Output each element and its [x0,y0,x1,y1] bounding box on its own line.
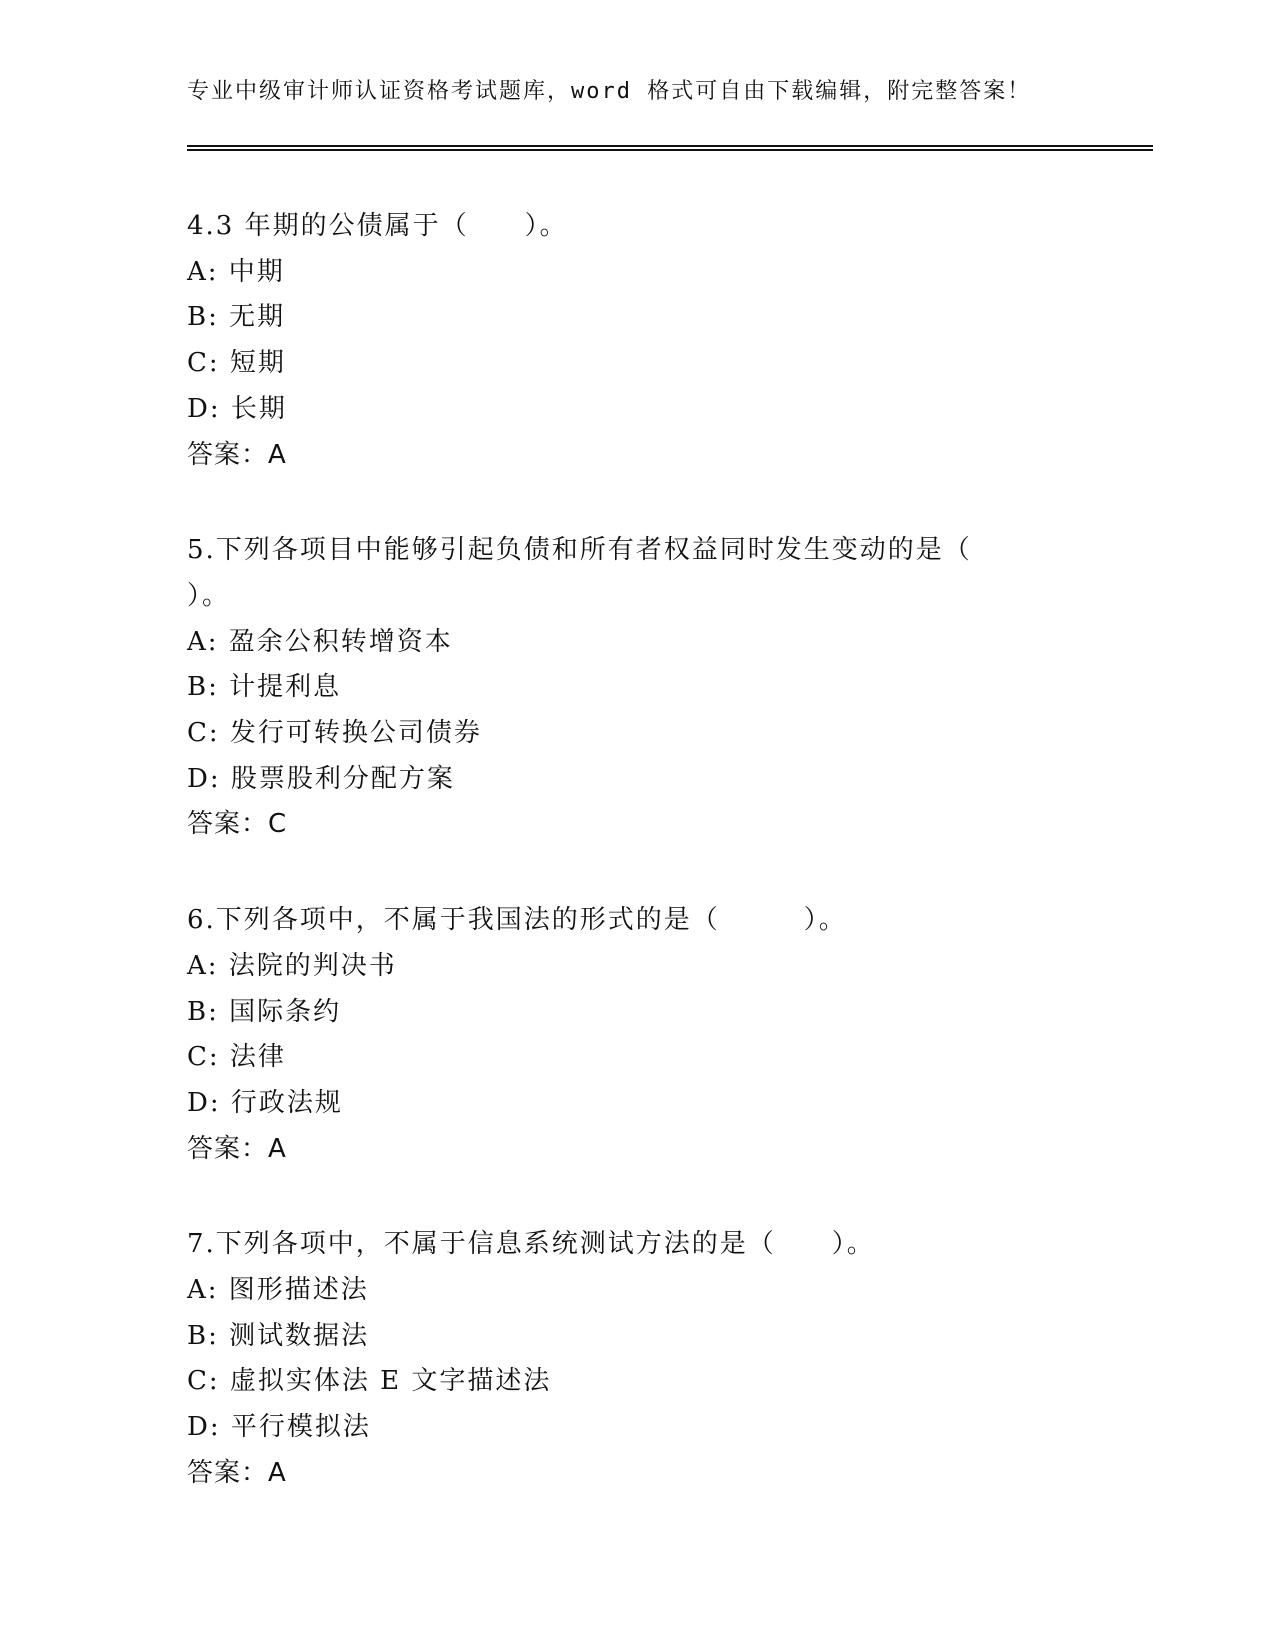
option-c: C: 虚拟实体法 E 文字描述法 [187,1366,552,1397]
question-5 [187,528,1017,848]
question-stem: 4.3 年期的公债属于（ ）。 [187,211,568,241]
answer: 答案：C [187,809,288,840]
option-c: C: 法律 [187,1042,286,1073]
question-stem-continued: ）。 [187,580,231,611]
option-b: B: 测试数据法 [187,1320,370,1351]
question-7 [187,1222,1017,1496]
option-c: C: 短期 [187,348,286,379]
option-b: B: 计提利息 [187,672,342,703]
option-d: D: 股票股利分配方案 [187,763,455,794]
option-b: B: 国际条约 [187,996,342,1027]
question-stem: 5.下列各项目中能够引起负债和所有者权益同时发生变动的是（ [187,535,972,566]
question-6 [187,898,1017,1172]
option-d: D: 行政法规 [187,1087,343,1118]
option-a: A: 盈余公积转增资本 [187,626,453,657]
question-list [187,204,1017,1547]
option-c: C: 发行可转换公司债券 [187,718,482,749]
header-divider [187,145,1153,151]
option-a: A: 中期 [187,256,285,287]
option-b: B: 无期 [187,302,286,333]
question-stem: 7.下列各项中，不属于信息系统测试方法的是（ ）。 [187,1229,875,1260]
answer: 答案：A [187,1133,287,1164]
option-d: D: 长期 [187,393,287,424]
option-d: D: 平行模拟法 [187,1412,371,1443]
question-stem: 6.下列各项中，不属于我国法的形式的是（ ）。 [187,905,847,936]
option-a: A: 图形描述法 [187,1275,369,1306]
page-header: 专业中级审计师认证资格考试题库，word 格式可自由下载编辑，附完整答案！ [187,79,1032,104]
question-4 [187,204,1017,478]
answer: 答案：A [187,439,287,470]
option-a: A: 法院的判决书 [187,950,397,981]
answer: 答案：A [187,1457,287,1488]
